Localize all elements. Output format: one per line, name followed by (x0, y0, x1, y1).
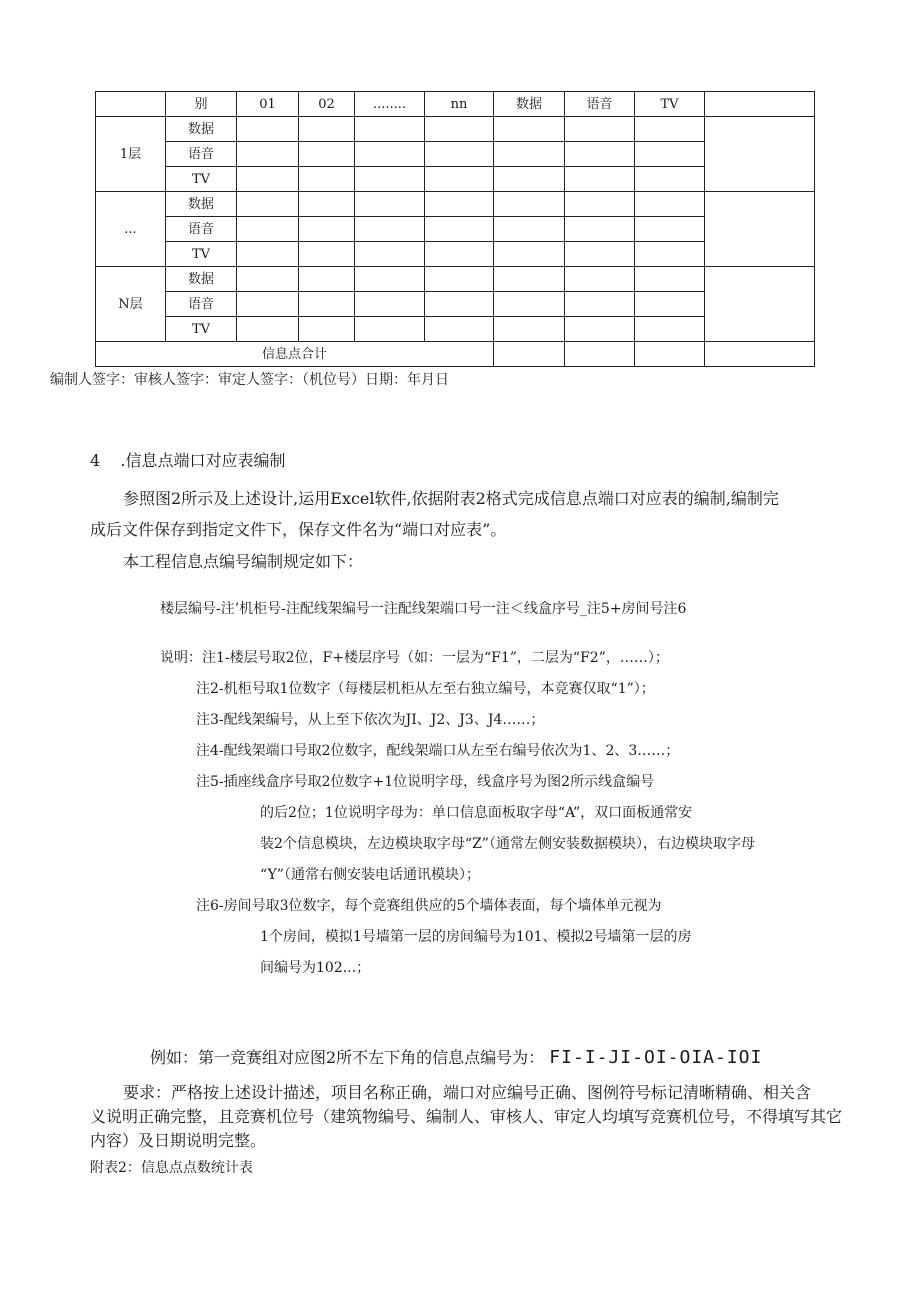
type-label: 语音 (166, 292, 237, 317)
paragraph-line: 参照图2所示及上述设计,运用Excel软件,依据附表2格式完成信息点端口对应表的编制,编制完 (123, 489, 779, 508)
table-header-row (96, 92, 815, 117)
table-total-row (96, 342, 815, 367)
table-header-cell (96, 92, 166, 117)
example-prefix: 例如：第一竞赛组对应图2所不左下角的信息点编号为： (150, 1048, 545, 1067)
type-label: 数据 (166, 267, 237, 292)
type-label: 数据 (166, 117, 237, 142)
requirement-line: 内容）及日期说明完整。 (90, 1131, 267, 1150)
table-header-cell: 01 (237, 92, 299, 117)
floor-label: 1层 (96, 117, 166, 192)
table-row (96, 117, 815, 142)
total-label: 信息点合计 (96, 342, 494, 367)
table-header-cell (705, 92, 815, 117)
example-code: FI-I-JI-OI-OIA-IOI (549, 1047, 763, 1068)
table-header-cell: TV (635, 92, 705, 117)
info-point-statistics-table (95, 91, 815, 367)
table-header-cell: 语音 (565, 92, 635, 117)
note-line: 注6-房间号取3位数字，每个竞赛组供应的5个墙体表面，每个墙体单元视为 (196, 898, 662, 914)
table-header-cell: nn (425, 92, 494, 117)
note-line: 注4-配线架端口号取2位数字，配线架端口从左至右编号依次为1、2、3……； (196, 743, 680, 759)
signature-line: 编制人签字：审核人签字：审定人签字：（机位号）日期：年月日 (50, 372, 449, 388)
note-line: 注2-机柜号取1位数字（每楼层机柜从左至右独立编号，本竞赛仅取“1”）； (196, 681, 655, 697)
type-label: TV (166, 167, 237, 192)
type-label: TV (166, 242, 237, 267)
floor-label: N层 (96, 267, 166, 342)
note-line: 的后2位；1位说明字母为：单口信息面板取字母“A”，双口面板通常安 (260, 805, 693, 821)
example-line (150, 1045, 762, 1068)
type-label: 语音 (166, 217, 237, 242)
floor-label: ... (96, 192, 166, 267)
appendix-title: 附表2：信息点点数统计表 (90, 1160, 253, 1176)
section-title: .信息点端口对应表编制 (120, 451, 286, 470)
table-row (96, 192, 815, 217)
section-heading (90, 448, 285, 471)
type-label: 数据 (166, 192, 237, 217)
paragraph-line: 本工程信息点编号编制规定如下： (123, 552, 364, 571)
type-label: TV (166, 317, 237, 342)
table-header-cell: ........ (355, 92, 425, 117)
note-line: 间编号为102...； (260, 960, 371, 976)
table-header-cell: 02 (299, 92, 355, 117)
note-line: “Y”（通常右侧安装电话通讯模块）； (260, 867, 480, 883)
note-line: 注5-插座线盒序号取2位数字+1位说明字母，线盒序号为图2所示线盒编号 (196, 774, 655, 790)
type-label: 语音 (166, 142, 237, 167)
note-line: 注3-配线架编号，从上至下依次为JI、J2、J3、J4……； (196, 712, 545, 728)
note-line: 说明：注1-楼层号取2位，F+楼层序号（如：一层为“F1”，二层为“F2”，……）； (160, 650, 669, 666)
note-line: 1个房间，模拟1号墙第一层的房间编号为101、模拟2号墙第一层的房 (260, 929, 692, 945)
numbering-formula: 楼层编号-注’机柜号-注配线架编号一注配线架端口号一注＜线盒序号_注5+房间号注6 (160, 601, 687, 617)
requirement-line: 义说明正确完整，且竞赛机位号（建筑物编号、编制人、审核人、审定人均填写竞赛机位号，不得填写其它 (90, 1107, 843, 1126)
paragraph-line: 成后文件保存到指定文件下，保存文件名为“端口对应表”。 (90, 520, 507, 539)
note-line: 装2个信息模块，左边模块取字母“Z”（通常左侧安装数据模块），右边模块取字母 (260, 836, 755, 852)
requirement-line: 要求：严格按上述设计描述，项目名称正确，端口对应编号正确、图例符号标记清晰精确、相关含 (123, 1083, 812, 1102)
table-row (96, 267, 815, 292)
table-header-cell: 别 (166, 92, 237, 117)
section-number: 4 (90, 451, 101, 470)
table-header-cell: 数据 (494, 92, 565, 117)
